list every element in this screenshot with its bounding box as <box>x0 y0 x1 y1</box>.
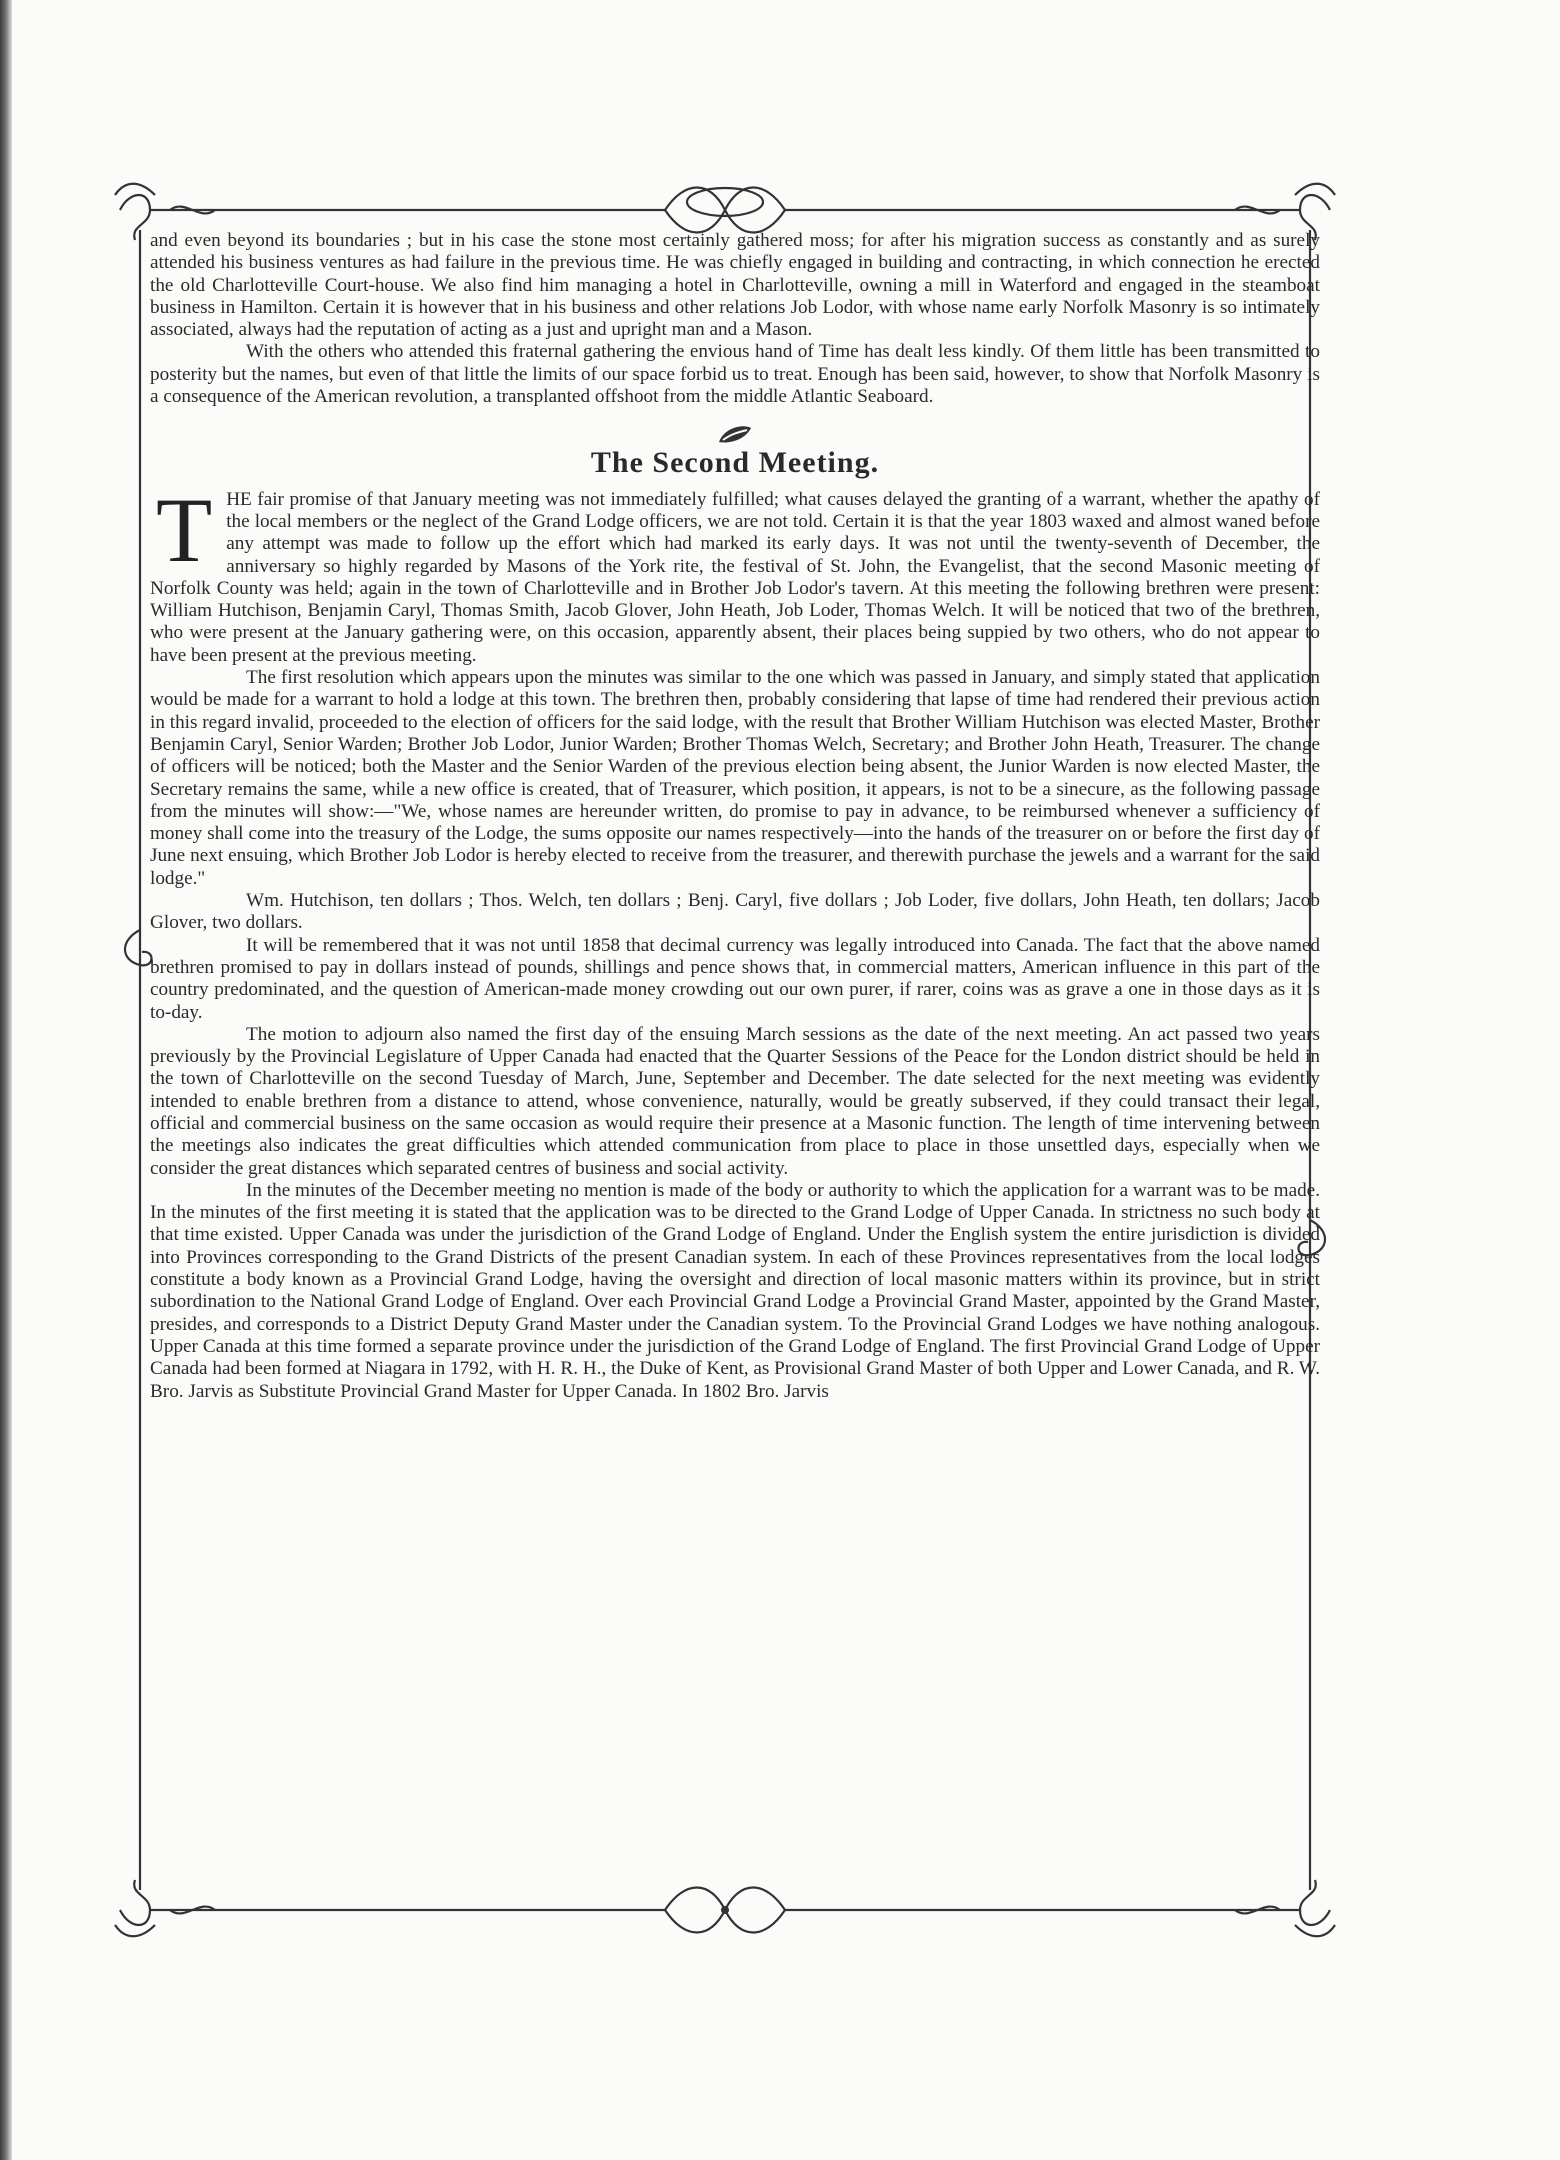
binding-edge <box>0 0 12 2160</box>
paragraph-dropcap <box>150 478 1320 667</box>
section-title: The Second Meeting. <box>590 446 880 480</box>
drop-cap: T <box>156 478 213 581</box>
corner-tl <box>115 184 155 240</box>
leaf-ornament-icon <box>715 422 755 446</box>
paragraph-continued: and even beyond its boundaries ; but in his case the stone most certainly gathered moss; for after his migration success as constantly and as surely attended his business ventures as had failure in the previous time. He was chiefly engaged in building and contracting, in which connection he erected the old Charlotteville Court-house. We also find him managing a hotel in Charlotteville, owning a mill in Waterford and engaged in the steamboat business in Hamilton. Certain it is however that in his business and other relations Job Lodor, with whose name early Norfolk Masonry is so intimately associated, always had the reputation of acting as a just and upright man and a Mason. <box>150 230 1320 341</box>
top-knot-b <box>665 188 785 233</box>
paragraph-adjourn: The motion to adjourn also named the first day of the ensuing March sessions as the date of the next meeting. An act passed two years previously by the Provincial Legislature of Upper Canada had enacted that the Quarter Sessions of the Peace for the London district should be held in the town of Charlotteville on the second Tuesday of March, June, September and December. The date selected for the next meeting was evidently intended to enable brethren from a distance to attend, whose convenience, naturally, would be greatly subserved, if they could transact their legal, official and commercial business on the same occasion as would require their presence at a Masonic function. The length of time intervening between the meetings also indicates the great difficulties which attended communication from place to place in those unsettled days, especially when we consider the great distances which separated centres of business and social activity. <box>150 1023 1320 1179</box>
page-text <box>150 230 1320 1920</box>
paragraph-dropcap-text: HE fair promise of that January meeting was not immediately fulfilled; what causes delayed the granting of a warrant, whether the apathy of the local members or the neglect of the Grand Lodge officers, we are not told. Certain it is that the year 1803 waxed and almost waned before any attempt was made to follow up the effort which had marked its early days. It was not until the twenty-seventh of December, the anniversary so highly regarded by Masons of the York rite, the festival of St. John, the Evangelist, that the second Masonic meeting of Norfolk County was held; again in the town of Charlotteville and in Brother Job Lodor's tavern. At this meeting the following brethren were present: William Hutchison, Benjamin Caryl, Thomas Smith, Jacob Glover, John Heath, Job Loder, Thomas Welch. It will be noticed that two of the brethren, who were present at the January gathering were, on this occasion, apparently absent, their places being suppied by two others, who do not appear to have been present at the previous meeting. <box>150 488 1320 666</box>
left-scroll <box>125 930 152 965</box>
paragraph-subscriptions: Wm. Hutchison, ten dollars ; Thos. Welch, ten dollars ; Benj. Caryl, five dollars ; Job Loder, five dollars, John Heath, ten dollars; Jacob Glover, two dollars. <box>150 890 1320 934</box>
paragraph-december-minutes: In the minutes of the December meeting no mention is made of the body or authority to which the application for a warrant was to be made. In the minutes of the first meeting it is stated that the application was to be directed to the Grand Lodge of Upper Canada. In strictness no such body at that time existed. Upper Canada was under the jurisdiction of the Grand Lodge of England. Under the English system the entire jurisdiction is divided into Provinces corresponding to the Grand Districts of the present Canadian system. In each of these Provinces representatives from the local lodges constitute a body known as a Provincial Grand Lodge, having the oversight and direction of local masonic matters within its province, but in strict subordination to the National Grand Lodge of England. Over each Provincial Grand Lodge a Provincial Grand Master, appointed by the Grand Master, presides, and corresponds to a District Deputy Grand Master under the Canadian system. To the Provincial Grand Lodges we have nothing analogous. Upper Canada at this time formed a separate province under the jurisdiction of the Grand Lodge of England. The first Provincial Grand Lodge of Upper Canada had been formed at Niagara in 1792, with H. R. H., the Duke of Kent, as Provisional Grand Master of both Upper and Lower Canada, and R. W. Bro. Jarvis as Substitute Provincial Grand Master for Upper Canada. In 1802 Bro. Jarvis <box>150 1179 1320 1402</box>
paragraph-others: With the others who attended this fraternal gathering the envious hand of Time has dealt less kindly. Of them little has been transmitted to posterity but the names, but even of that little the limits of our space forbid us to treat. Enough has been said, however, to show that Norfolk Masonry is a consequence of the American revolution, a transplanted offshoot from the middle Atlantic Seaboard. <box>150 341 1320 408</box>
paragraph-currency: It will be remembered that it was not until 1858 that decimal currency was legally introduced into Canada. The fact that the above named brethren promised to pay in dollars instead of pounds, shillings and pence shows that, in commercial matters, American influence in this part of the country predominated, and the question of American-made money crowding out our own purer, if rarer, coins was as grave a one in those days as it is to-day. <box>150 934 1320 1023</box>
paragraph-first-resolution: The first resolution which appears upon the minutes was similar to the one which was passed in January, and simply stated that application would be made for a warrant to hold a lodge at this town. The brethren then, probably considering that lapse of time had rendered their previous action in this regard invalid, proceeded to the election of officers for the said lodge, with the result that Brother William Hutchison was elected Master, Brother Benjamin Caryl, Senior Warden; Brother Job Lodor, Junior Warden; Brother Thomas Welch, Secretary; and Brother John Heath, Treasurer. The change of officers will be noticed; both the Master and the Senior Warden of the previous election being absent, the Junior Warden is now elected Master, the Secretary remains the same, while a new office is created, that of Treasurer, which position, it appears, is not to be a sinecure, as the following passage from the minutes will show:—"We, whose names are hereunder written, do promise to pay in advance, to be reimbursed whenever a sufficiency of money shall come into the treasury of the Lodge, the sums opposite our names respectively—into the hands of the treasurer on or before the first day of June next ensuing, which Brother Job Lodor is hereby elected to receive from the treasurer, and therewith purchase the jewels and a warrant for the said lodge." <box>150 667 1320 889</box>
corner-bl <box>115 1880 155 1936</box>
